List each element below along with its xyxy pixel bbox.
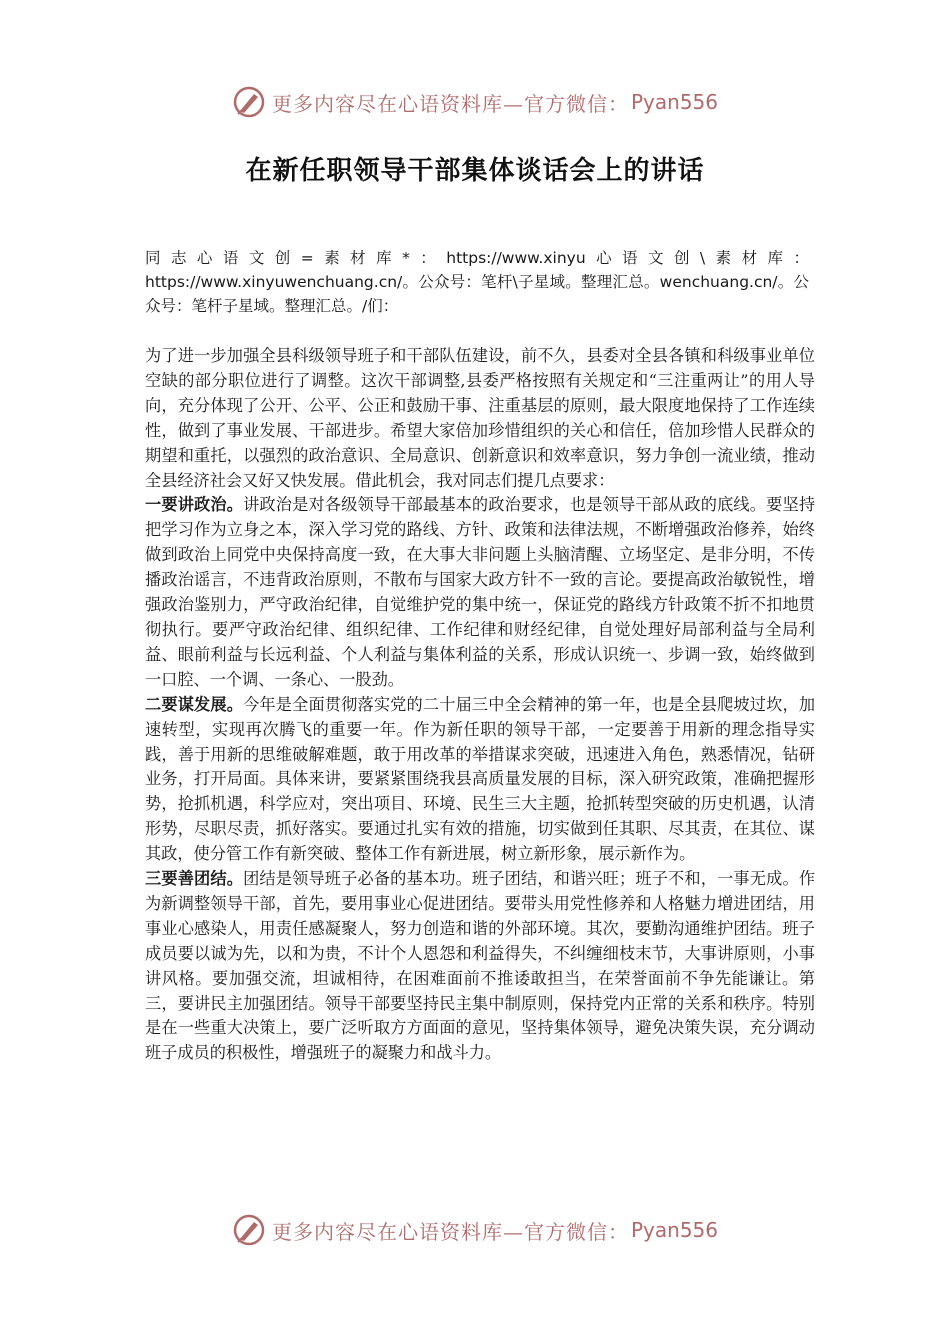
paragraph-opening: 为了进一步加强全县科级领导班子和干部队伍建设，前不久，县委对全县各镇和科级事业单位空缺的部分职位进行了调整。这次干部调整,县委严格按照有关规定和“三注重两让”的用人导向，充分体现了公开、公平、公正和鼓励干事、注重基层的原则，最大限度地保持了工作连续性，做到了事业发展、干部进步。希望大家倍加珍惜组织的关心和信任，倍加珍惜人民群众的期望和重托，以强烈的政治意识、全局意识、创新意识和效率意识，努力争创一流业绩，推动全县经济社会又好又快发展。借此机会，我对同志们提几点要求： (145, 346, 815, 490)
wechat-id: Pyan556 (630, 1218, 718, 1242)
banner-text: 更多内容尽在心语资料库—官方微信： (271, 91, 629, 116)
pen-logo-icon (232, 1213, 266, 1247)
pen-logo-icon (232, 85, 266, 119)
section-heading: 一要讲政治。 (145, 495, 244, 515)
paragraph-development: 二要谋发展。今年是全面贯彻落实党的二十届三中全会精神的第一年，也是全县爬坡过坎，加速转型，实现再次腾飞的重要一年。作为新任职的领导干部，一定要善于用新的理念指导实践，善于用新的思维破解难题，敢于用改革的举措谋求突破，迅速进入角色，熟悉情况，钻研业务，打开局面。具体来讲，要紧紧围绕我县高质量发展的目标，深入研究政策，准确把握形势，抢抓机遇，科学应对，突出项目、环境、民生三大主题，抢抓转型突破的历史机遇，认清形势，尽职尽责，抓好落实。要通过扎实有效的措施，切实做到任其职、尽其责，在其位、谋其政，使分管工作有新突破、整体工作有新进展，树立新形象，展示新作为。 (145, 694, 816, 864)
document-body (145, 344, 815, 1066)
page-title: 在新任职领导干部集体谈话会上的讲话 (245, 156, 705, 186)
footer-banner (0, 1208, 950, 1252)
wechat-id: Pyan556 (630, 90, 718, 114)
banner-text: 更多内容尽在心语资料库—官方微信： (271, 1219, 629, 1244)
paragraph-unity: 三要善团结。团结是领导班子必备的基本功。班子团结，和谐兴旺；班子不和，一事无成。作为新调整领导干部，首先，要用事业心促进团结。要带头用党性修养和人格魅力增进团结，用事业心感染人，用责任感凝聚人，努力创造和谐的外部环境。其次，要勤沟通维护团结。班子成员要以诚为先，以和为贵，不计个人恩怨和利益得失，不纠缠细枝末节，大事讲原则，小事讲风格。要加强交流，坦诚相待，在困难面前不推诿敢担当，在荣誉面前不争先能谦让。第三，要讲民主加强团结。领导干部要坚持民主集中制原则，保持党内正常的关系和秩序。特别是在一些重大决策上，要广泛听取方方面面的意见，坚持集体领导，避免决策失误，充分调动班子成员的积极性，增强班子的凝聚力和战斗力。 (145, 869, 816, 1063)
paragraph-politics: 一要讲政治。讲政治是对各级领导干部最基本的政治要求，也是领导干部从政的底线。要坚持把学习作为立身之本，深入学习党的路线、方针、政策和法律法规，不断增强政治修养，始终做到政治上同党中央保持高度一致，在大事大非问题上头脑清醒、立场坚定、是非分明，不传播政治谣言，不违背政治原则，不散布与国家大政方针不一致的言论。要提高政治敏锐性，增强政治鉴别力，严守政治纪律，自觉维护党的集中统一，保证党的路线方针政策不折不扣地贯彻执行。要严守政治纪律、组织纪律、工作纪律和财经纪律，自觉处理好局部利益与全局利益、眼前利益与长远利益、个人利益与集体利益的关系，形成认识统一、步调一致，始终做到一口腔、一个调、一条心、一股劲。 (145, 495, 816, 689)
section-heading: 二要谋发展。 (145, 694, 244, 714)
header-banner (0, 80, 950, 124)
intro-paragraph: 同志心语文创=素材库*：https://www.xinyu心语文创\素材库：https://www.xinyuwenchuang.cn/。公众号：笔杆\子星域。整理汇总。wenchuang.cn/。公众号：笔杆子星域。整理汇总。/们： (145, 249, 809, 315)
section-heading: 三要善团结。 (145, 869, 244, 889)
